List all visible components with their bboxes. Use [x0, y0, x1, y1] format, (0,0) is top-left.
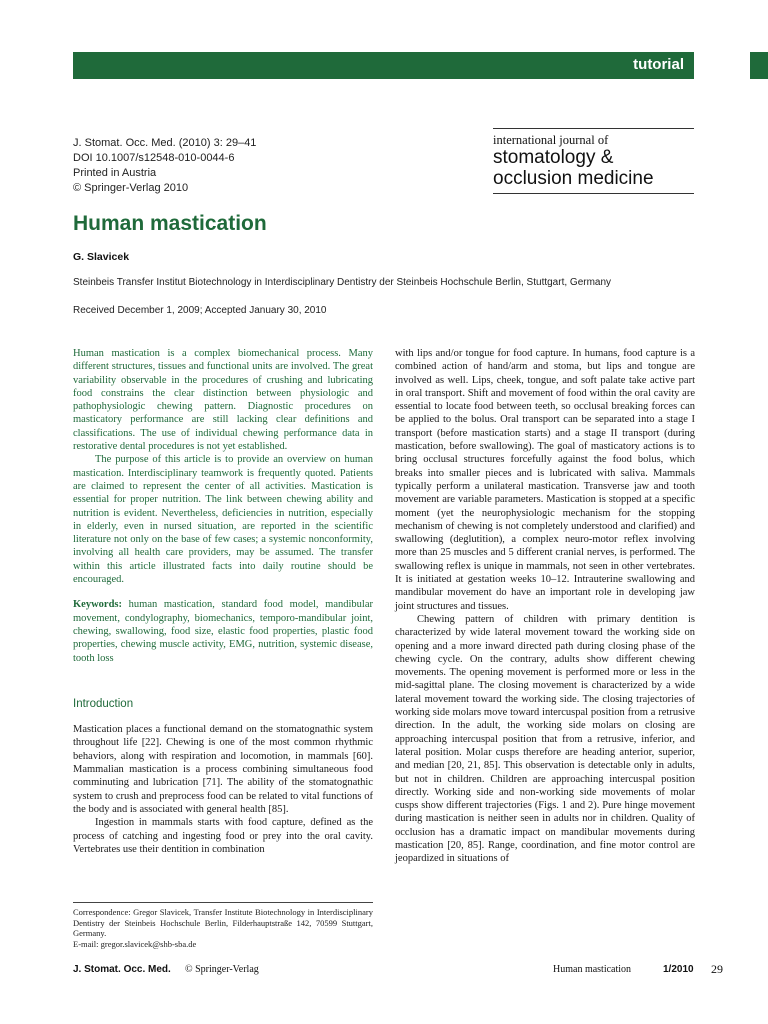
- citation: J. Stomat. Occ. Med. (2010) 3: 29–41: [73, 137, 257, 149]
- correspondence-email: E-mail: gregor.slavicek@shb-sba.de: [73, 938, 197, 949]
- keywords-list: human mastication, standard food model, mandibular movement, condylography, biomechanics, temporo-mandibular joint, chewing, swallowing, food size, elastic food properties, plastic food properties, chewing muscle activity, EMG, nutrition, systemic disease, tooth loss: [73, 599, 373, 664]
- section-heading: Introduction: [73, 697, 134, 710]
- printed-in: Printed in Austria: [73, 167, 157, 179]
- page-number: 29: [711, 962, 723, 976]
- copyright: © Springer-Verlag 2010: [73, 182, 189, 194]
- citation-block: [73, 136, 256, 196]
- affiliation: Steinbeis Transfer Institut Biotechnology in Interdisciplinary Dentistry der Steinbeis Hochschule Berlin, Stuttgart, Germany: [73, 277, 612, 288]
- correspondence-note: [73, 902, 373, 949]
- doi: DOI 10.1007/s12548-010-0044-6: [73, 152, 235, 164]
- journal-logo-line1: international journal of: [493, 133, 609, 147]
- abstract-paragraph: Human mastication is a complex biomechanical process. Many different structures, tissues and functional units are involved. The great variability observable in the procedures of crushing and lubricating food constrains the clear distinction between physiologic and pathophysiologic chewing pattern. Diagnostic procedures on masticatory performance are still lacking clear definitions and classifications. The use of individual chewing performance data in restorative dental procedures is not yet established.: [73, 348, 373, 453]
- edge-tab: [750, 52, 768, 79]
- body-paragraph: Chewing pattern of children with primary dentition is characterized by wide lateral movement toward the working side on opening and a more inward directed path during closing phase of the chewing cycle. On the contrary, adults show different chewing movements. The opening movement is performed more or less in the mid-sagittal plane. The closing movement is characterized by a wide lateral movement toward the working side. The closing trajectories of working side molars move toward intercuspal position from a retrusive direction. In the adult, the working side molars on closing are approaching intercuspal position that from a retrusive, inferior, and lateral position. Molar cusps therefore are heading anterior, superior, and median [20, 21, 85]. This observation is detectable only in adults, but not in children. Children are approaching intercuspal position directly. Working side and non-working side movements of molar cusps show different trajectories (Figs. 1 and 2). Pure hinge movement during mastication is neither seen in adults nor in children. Quality of occlusion has a dramatic impact on mandibular movements during mastication [20, 85]. Range, coordination, and fine motor control are jeopardized in situations of: [395, 613, 695, 865]
- author: G. Slavicek: [73, 251, 130, 263]
- introduction-text: [73, 723, 373, 856]
- footer-issue: 1/2010: [663, 964, 694, 975]
- correspondence-text: Correspondence: Gregor Slavicek, Transfer Institute Biotechnology in Interdisciplinary Dentistry der Steinbeis Hochschule Berlin, Filderhauptstraße 142, 70599 Stuttgart, Germany.: [73, 907, 373, 938]
- received-dates: Received December 1, 2009; Accepted January 30, 2010: [73, 305, 327, 316]
- journal-logo: [493, 128, 694, 194]
- footer-journal: J. Stomat. Occ. Med.: [73, 964, 171, 975]
- body-paragraph: with lips and/or tongue for food capture. In humans, food capture is a combined action of hand/arm and stoma, but lips and tongue are involved as well. Lips, cheek, tongue, and soft palate take active part in oral transport. Shift and movement of food within the oral cavity are essential to locate food between teeth, so occlusal breaking forces can be applied to the bolus. Oral transport can be separated into a stage I transport (before mastication starts) and a stage II transport (during mastication, before swallowing). The goal of masticatory actions is to bring occlusal structures forcefully against the food bolus, which breaks into smaller pieces and is lubricated with saliva. Mammals typically perform a unilateral mastication. Transverse jaw and tooth movement are variable parameters. Mastication is stopped at a specific moment (yet the neurophysiologic mechanism for the stopping mechanism of chewing is not completely understood and clarified) and swallowing (deglutition), a complex neuro-motor reflex involving more than 25 muscles and 5 different cranial nerves, is performed. The swallowing reflex is unique in mammals, not seen in other vertebrates. It is initiated at gestation weeks 10–12. Intrauterine swallowing and mandibular movement do have an important role in developing jaw joint structures and tissues.: [395, 348, 695, 612]
- footer-running-title: Human mastication: [553, 964, 632, 975]
- abstract: [73, 347, 373, 586]
- journal-logo-line2: stomatology &: [493, 147, 614, 168]
- abstract-paragraph: The purpose of this article is to provide an overview on human mastication. Interdisciplinary teamwork is frequently quoted. Patients are claimed to represent the center of all activities. Mastication is essential for proper nutrition. The link between chewing ability and nutrition is evident. Nevertheless, deficiencies in nutrition, especially in elderly, even in nursed situation, are reported in the scientific literature not only on the base of few cases; a systemic nonconformity, involving all health care providers, may be assumed. The transfer within this article illustrated facts into daily routine should be encouraged.: [73, 454, 373, 586]
- article-title: Human mastication: [73, 212, 267, 235]
- journal-logo-line3: occlusion medicine: [493, 168, 654, 189]
- footer-copyright: © Springer-Verlag: [185, 964, 259, 975]
- left-column: [73, 347, 373, 856]
- section-label: tutorial: [633, 56, 684, 73]
- body-paragraph: Mastication places a functional demand on the stomatognathic system throughout life [22]. Chewing is one of the most common rhythmic behaviors, along with respiration and locomotion, in mammals [60]. Mammalian mastication is a process combining simultaneous food comminuting and lubrication [71]. The ability of the stomatognathic system to crush and preprocess food can be related to vital functions of the body and is associated with general health [85].: [73, 724, 373, 815]
- right-column: [395, 347, 695, 866]
- keywords-label: Keywords:: [73, 599, 122, 611]
- keywords: [73, 598, 373, 664]
- section-banner: [73, 52, 694, 79]
- body-paragraph: Ingestion in mammals starts with food capture, defined as the process of catching and ingesting food or prey into the oral cavity. Vertebrates use their dentition in combination: [73, 817, 373, 855]
